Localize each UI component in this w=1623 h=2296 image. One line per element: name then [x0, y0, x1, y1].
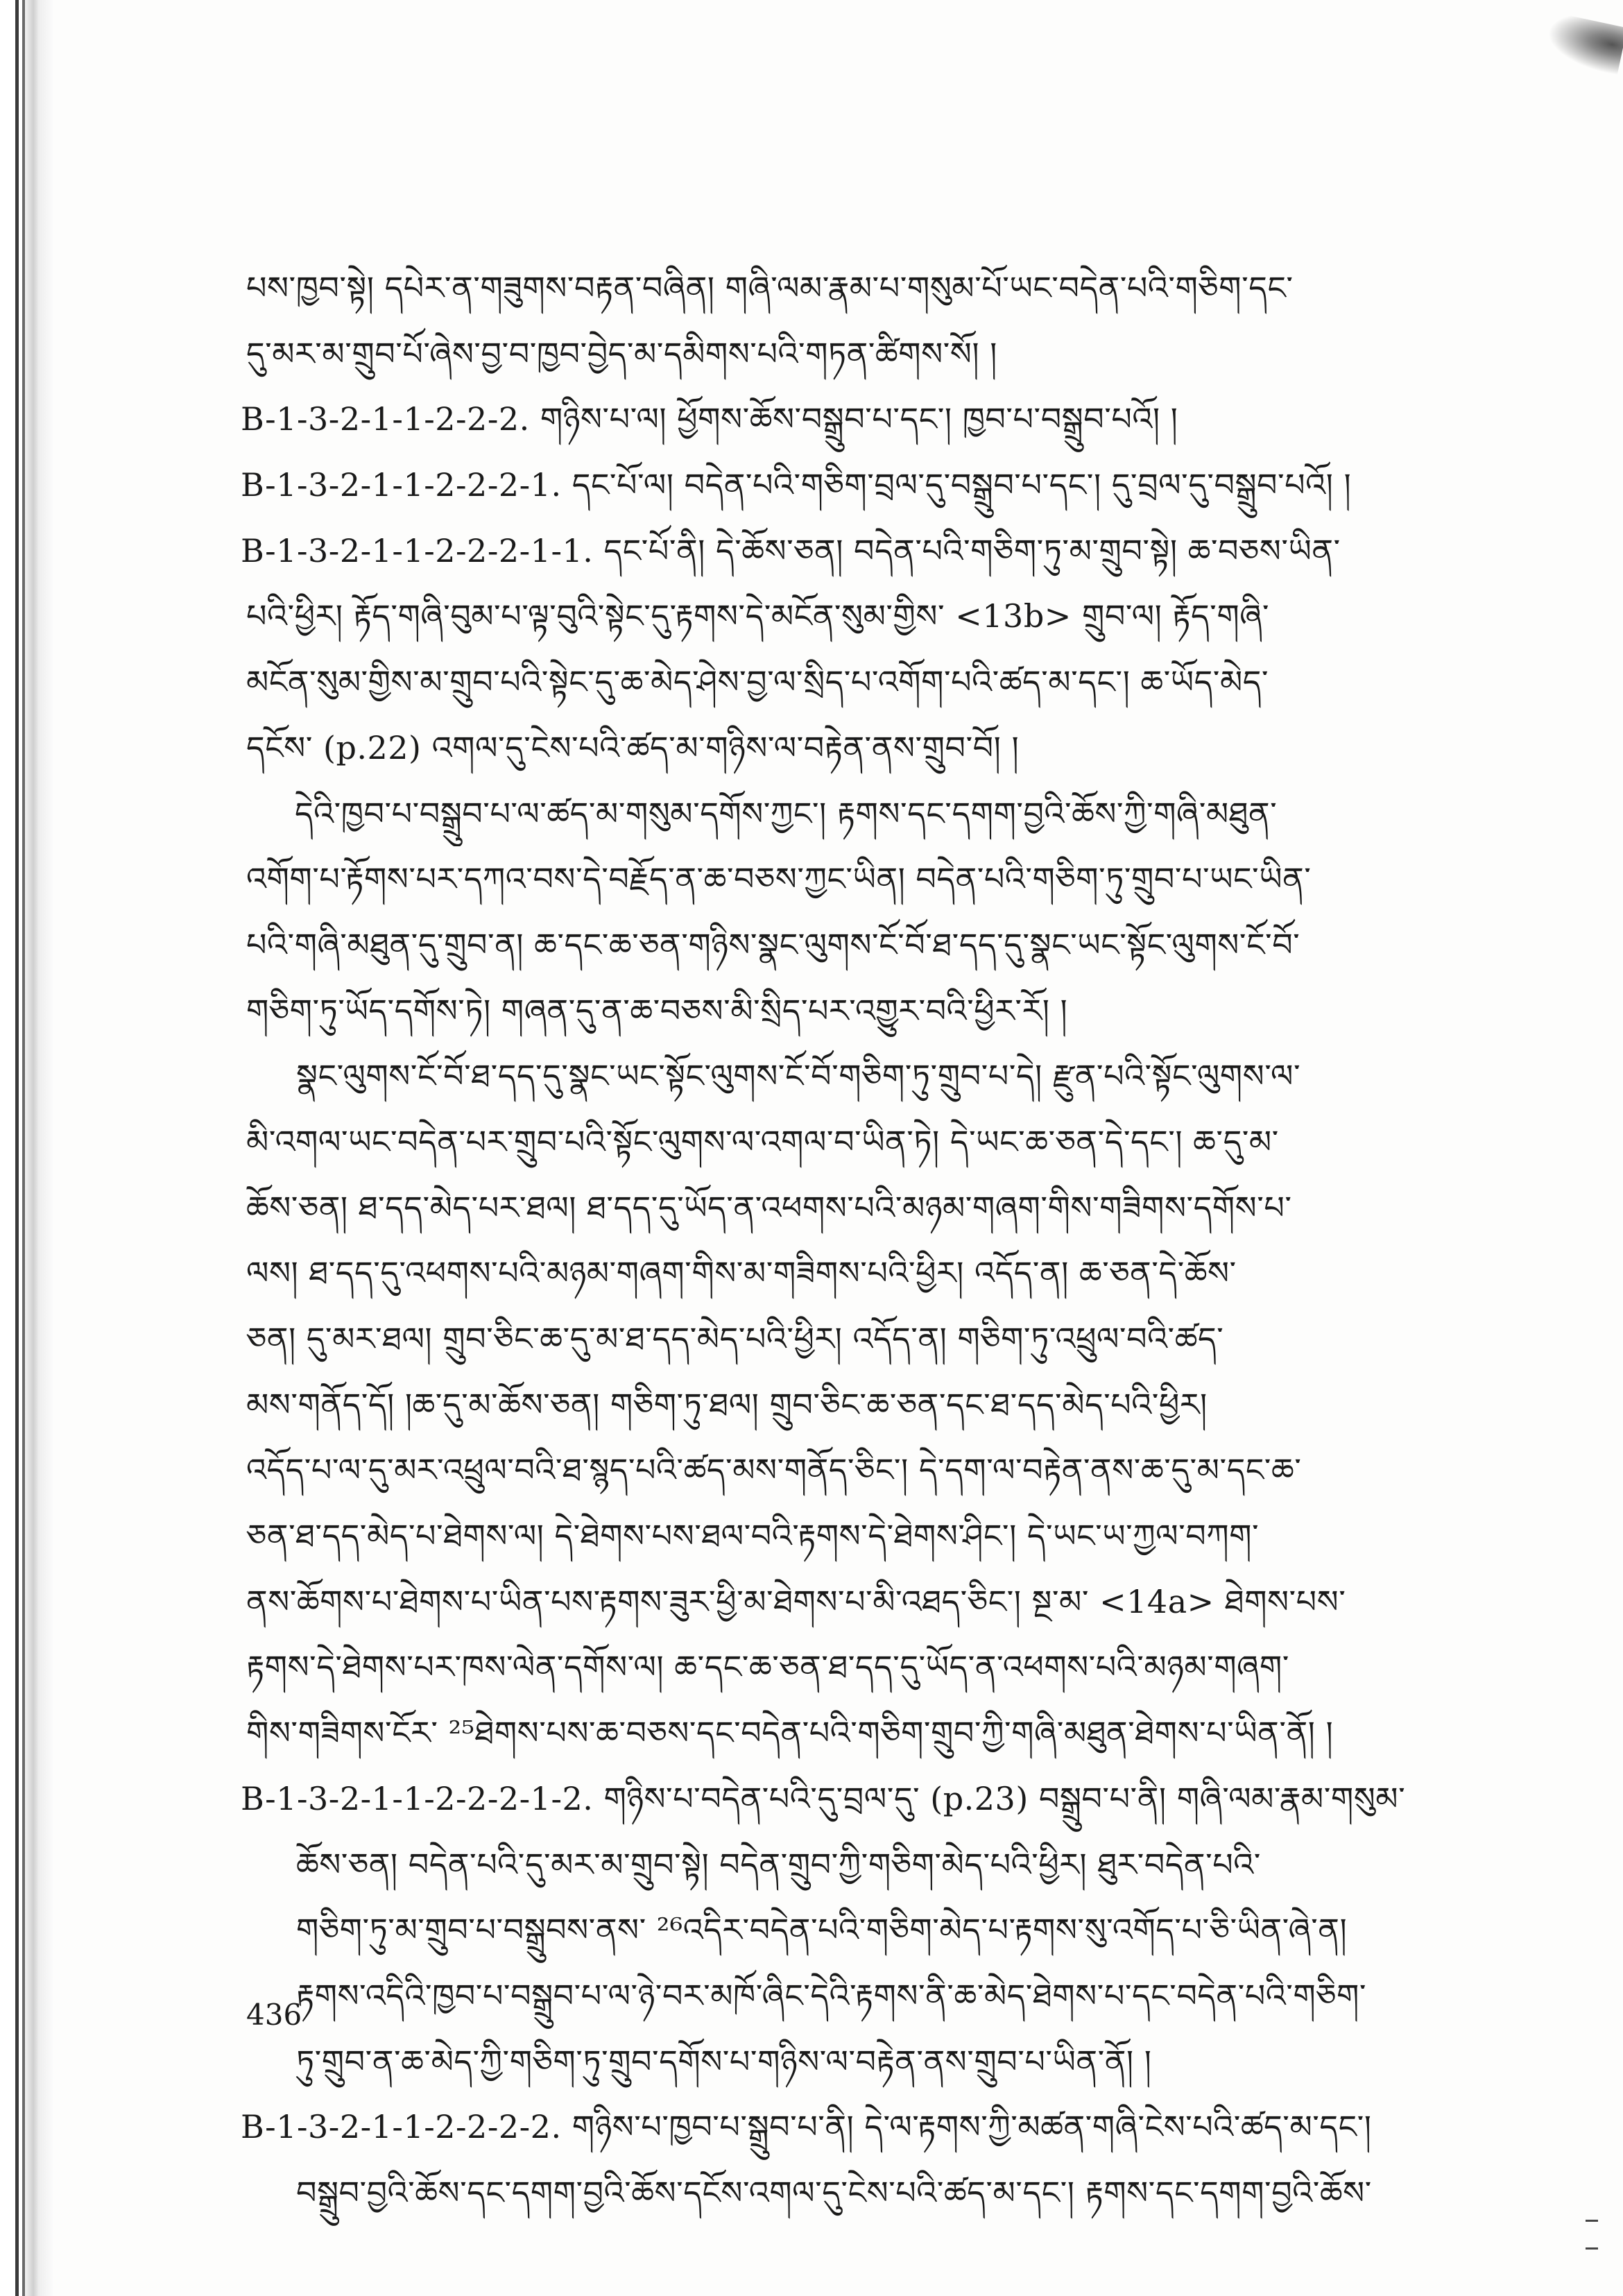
text-line: འགོག་པ་རྟོགས་པར་དཀའ་བས་དེ་བརྗོད་ན་ཆ་བཅས་ཀྱང་ཡིན། བདེན་པའི་གཅིག་ཏུ་གྲུབ་པ་ཡང་ཡིན་	[246, 860, 1312, 898]
text-line: ཏུ་གྲུབ་ན་ཆ་མེད་ཀྱི་གཅིག་ཏུ་གྲུབ་དགོས་པ་གཉིས་ལ་བརྟེན་ནས་གྲུབ་པ་ཡིན་ནོ། །	[296, 2042, 1152, 2080]
scan-smudge	[1543, 12, 1623, 75]
text-line: ཆོས་ཅན། ཐ་དད་མེད་པར་ཐལ། ཐ་དད་དུ་ཡོད་ན་འཕགས་པའི་མཉམ་གཞག་གིས་གཟིགས་དགོས་པ་	[246, 1188, 1292, 1226]
text-line: ཅན། དུ་མར་ཐལ། གྲུབ་ཅིང་ཆ་དུ་མ་ཐ་དད་མེད་པའི་ཕྱིར། འདོད་ན། གཅིག་ཏུ་འཕྲུལ་བའི་ཚད་	[246, 1320, 1224, 1357]
text-line: ནས་ཆོགས་པ་ཐེགས་པ་ཡིན་པས་རྟགས་ཟུར་ཕྱི་མ་ཐེགས་པ་མི་འཐད་ཅིང་། སྔ་མ་ <14a> ཐེགས་པས་	[246, 1582, 1346, 1620]
text-line: བསྒྲུབ་བྱའི་ཆོས་དང་དགག་བྱའི་ཆོས་དངོས་འགལ་དུ་ངེས་པའི་ཚད་མ་དང་། རྟགས་དང་དགག་བྱའི་ཆོས་	[296, 2173, 1372, 2211]
text-line: གཅིག་ཏུ་མ་གྲུབ་པ་བསྒྲུབས་ནས་ ²⁶འདིར་བདེན་པའི་གཅིག་མེད་པ་རྟགས་སུ་འགོད་པ་ཅི་ཡིན་ཞེ་ན།	[296, 1911, 1348, 1949]
text-line: པའི་གཞི་མཐུན་དུ་གྲུབ་ན། ཆ་དང་ཆ་ཅན་གཉིས་སྣང་ལུགས་ངོ་བོ་ཐ་དད་དུ་སྣང་ཡང་སྟོང་ལུགས་ངོ་བོ་	[246, 925, 1300, 963]
text-line: དངོས་ (p.22) འགལ་དུ་ངེས་པའི་ཚད་མ་གཉིས་ལ་བརྟེན་ནས་གྲུབ་བོ། །	[246, 728, 1020, 766]
text-line: ཅན་ཐ་དད་མེད་པ་ཐེགས་ལ། དེ་ཐེགས་པས་ཐལ་བའི་རྟགས་དེ་ཐེགས་ཤིང་། དེ་ཡང་ཡ་ཀྱལ་བཀག་	[246, 1517, 1260, 1555]
text-line: པས་ཁྱབ་སྟེ། དཔེར་ན་གཟུགས་བརྟན་བཞིན། གཞི་ལམ་རྣམ་པ་གསུམ་པོ་ཡང་བདེན་པའི་གཅིག་དང་	[246, 269, 1294, 307]
text-line: འདོད་པ་ལ་དུ་མར་འཕྲུལ་བའི་ཐ་སྙད་པའི་ཚད་མས་གནོད་ཅིང་། དེ་དག་ལ་བརྟེན་ནས་ཆ་དུ་མ་དང་ཆ་	[246, 1451, 1302, 1489]
binding-gutter	[0, 0, 53, 2296]
paragraph-first-line: དེའི་ཁྱབ་པ་བསྒྲུབ་པ་ལ་ཚད་མ་གསུམ་དགོས་ཀྱང་། རྟགས་དང་དགག་བྱའི་ཆོས་ཀྱི་གཞི་མཐུན་	[295, 794, 1278, 832]
text-line: ཆོས་ཅན། བདེན་པའི་དུ་མར་མ་གྲུབ་སྟེ། བདེན་གྲུབ་ཀྱི་གཅིག་མེད་པའི་ཕྱིར། ཐུར་བདེན་པའི་	[296, 1845, 1261, 1883]
text-line: གིས་གཟིགས་ངོར་ ²⁵ཐེགས་པས་ཆ་བཅས་དང་བདེན་པའི་གཅིག་གྲུབ་ཀྱི་གཞི་མཐུན་ཐེགས་པ་ཡིན་ནོ། །	[246, 1714, 1334, 1752]
text-line: པའི་ཕྱིར། རྟོད་གཞི་བུམ་པ་ལྟ་བུའི་སྟེང་དུ་རྟགས་དེ་མངོན་སུམ་གྱིས་ <13b> གྲུབ་ལ། རྟོད་གཞི་	[246, 597, 1270, 635]
body-text	[241, 255, 1460, 2226]
text-line: མས་གནོད་དོ། །ཆ་དུ་མ་ཆོས་ཅན། གཅིག་ཏུ་ཐལ། གྲུབ་ཅིང་ཆ་ཅན་དང་ཐ་དད་མེད་པའི་ཕྱིར།	[246, 1385, 1208, 1423]
section-heading: B-1-3-2-1-1-2-2-2-2. གཉིས་པ་ཁྱབ་པ་སྒྲུབ་པ་ནི། དེ་ལ་རྟགས་ཀྱི་མཚན་གཞི་ངེས་པའི་ཚད་མ་དང་།	[241, 2108, 1372, 2146]
text-line: གཅིག་ཏུ་ཡོད་དགོས་ཏེ། གཞན་དུ་ན་ཆ་བཅས་མི་སྲིད་པར་འགྱུར་བའི་ཕྱིར་རོ། །	[246, 991, 1068, 1029]
text-line: ལས། ཐ་དད་དུ་འཕགས་པའི་མཉམ་གཞག་གིས་མ་གཟིགས་པའི་ཕྱིར། འདོད་ན། ཆ་ཅན་དེ་ཆོས་	[246, 1254, 1237, 1292]
section-heading: B-1-3-2-1-1-2-2-2-1-2. གཉིས་པ་བདེན་པའི་དུ་བྲལ་དུ་ (p.23) བསྒྲུབ་པ་ནི། གཞི་ལམ་རྣམ་གསུམ་	[241, 1779, 1406, 1817]
text-line: དུ་མར་མ་གྲུབ་པོ་ཞེས་བྱ་བ་ཁྱབ་བྱེད་མ་དམིགས་པའི་གཏན་ཚིགས་སོ། །	[246, 334, 997, 372]
section-heading: B-1-3-2-1-1-2-2-2-1-1. དང་པོ་ནི། དེ་ཆོས་ཅན། བདེན་པའི་གཅིག་ཏུ་མ་གྲུབ་སྟེ། ཆ་བཅས་ཡིན་	[241, 531, 1341, 569]
scan-mark	[1586, 2247, 1598, 2250]
text-line: རྟགས་འདིའི་ཁྱབ་པ་བསྒྲུབ་པ་ལ་ཉེ་བར་མཁོ་ཞིང་དེའི་རྟགས་ནི་ཆ་མེད་ཐེགས་པ་དང་བདེན་པའི་གཅིག་	[296, 1976, 1367, 2014]
paragraph-first-line: སྣང་ལུགས་ངོ་བོ་ཐ་དད་དུ་སྣང་ཡང་སྟོང་ལུགས་ངོ་བོ་གཅིག་ཏུ་གྲུབ་པ་དེ། རྫུན་པའི་སྟོང་ལུགས་ལ་	[296, 1057, 1301, 1095]
section-heading: B-1-3-2-1-1-2-2-2. གཉིས་པ་ལ། ཕྱོགས་ཆོས་བསྒྲུབ་པ་དང་། ཁྱབ་པ་བསྒྲུབ་པའོ། །	[241, 400, 1178, 438]
text-line: མངོན་སུམ་གྱིས་མ་གྲུབ་པའི་སྟེང་དུ་ཆ་མེད་ཤེས་བྱ་ལ་སྲིད་པ་འགོག་པའི་ཚད་མ་དང་། ཆ་ཡོད་མེད་	[246, 663, 1269, 701]
text-line: མི་འགལ་ཡང་བདེན་པར་གྲུབ་པའི་སྟོང་ལུགས་ལ་འགལ་བ་ཡིན་ཏེ། དེ་ཡང་ཆ་ཅན་དེ་དང་། ཆ་དུ་མ་	[246, 1122, 1279, 1160]
scan-mark	[1586, 2220, 1598, 2222]
page-number: 436	[246, 1998, 302, 2032]
section-heading: B-1-3-2-1-1-2-2-2-1. དང་པོ་ལ། བདེན་པའི་གཅིག་བྲལ་དུ་བསྒྲུབ་པ་དང་། དུ་བྲལ་དུ་བསྒྲུབ་པའོ། །	[241, 466, 1352, 504]
text-line: རྟགས་དེ་ཐེགས་པར་ཁས་ལེན་དགོས་ལ། ཆ་དང་ཆ་ཅན་ཐ་དད་དུ་ཡོད་ན་འཕགས་པའི་མཉམ་གཞག་	[246, 1648, 1289, 1686]
